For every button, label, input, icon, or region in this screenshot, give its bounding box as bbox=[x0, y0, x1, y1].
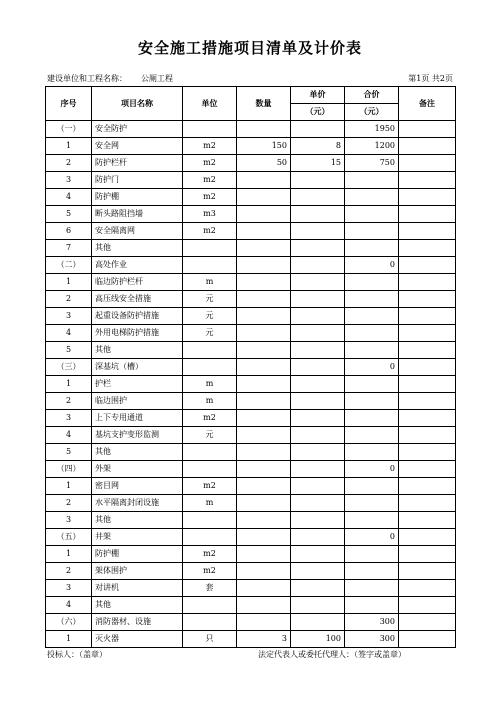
cell-item-name: 护栏 bbox=[92, 376, 183, 393]
cell-quantity bbox=[237, 342, 291, 359]
cell-remark bbox=[399, 240, 456, 257]
cell-quantity bbox=[237, 206, 291, 223]
cell-item-name: 对讲机 bbox=[92, 580, 183, 597]
cell-quantity bbox=[237, 257, 291, 274]
cell-total-price: 300 bbox=[345, 631, 399, 648]
header-qty: 数量 bbox=[237, 87, 291, 121]
cell-no: 5 bbox=[46, 206, 92, 223]
cell-unit-price bbox=[291, 444, 345, 461]
cell-unit: m2 bbox=[183, 138, 237, 155]
project-info bbox=[47, 73, 173, 84]
cell-total-price bbox=[345, 495, 399, 512]
cell-remark bbox=[399, 172, 456, 189]
cell-quantity bbox=[237, 359, 291, 376]
cell-unit: m2 bbox=[183, 546, 237, 563]
cell-total-price bbox=[345, 427, 399, 444]
cell-unit bbox=[183, 121, 237, 138]
cell-no: 4 bbox=[46, 189, 92, 206]
header-total-unit: （元） bbox=[345, 104, 399, 121]
cell-unit-price bbox=[291, 529, 345, 546]
cell-unit: m2 bbox=[183, 410, 237, 427]
cell-unit bbox=[183, 240, 237, 257]
cell-item-name: 井架 bbox=[92, 529, 183, 546]
cell-unit: m3 bbox=[183, 206, 237, 223]
table-row bbox=[46, 495, 456, 512]
table-row bbox=[46, 512, 456, 529]
cell-no: 3 bbox=[46, 172, 92, 189]
page-title: 安全施工措施项目清单及计价表 bbox=[137, 39, 362, 57]
cell-total-price bbox=[345, 376, 399, 393]
cell-total-price bbox=[345, 546, 399, 563]
cell-remark bbox=[399, 410, 456, 427]
table-row bbox=[46, 410, 456, 427]
cell-no: 2 bbox=[46, 155, 92, 172]
cell-quantity bbox=[237, 121, 291, 138]
cell-quantity bbox=[237, 546, 291, 563]
cell-total-price: 1950 bbox=[345, 121, 399, 138]
cell-unit-price bbox=[291, 478, 345, 495]
cell-item-name: 高压线安全措施 bbox=[92, 291, 183, 308]
cell-quantity bbox=[237, 478, 291, 495]
header-total: 合价 bbox=[345, 87, 399, 104]
cell-unit bbox=[183, 342, 237, 359]
cell-no: 2 bbox=[46, 563, 92, 580]
cell-unit bbox=[183, 359, 237, 376]
cell-total-price: 1200 bbox=[345, 138, 399, 155]
cell-no: （四） bbox=[46, 461, 92, 478]
cell-remark bbox=[399, 631, 456, 648]
cell-quantity bbox=[237, 580, 291, 597]
cell-quantity bbox=[237, 223, 291, 240]
cell-item-name: 安全隔离网 bbox=[92, 223, 183, 240]
header-name: 项目名称 bbox=[92, 87, 183, 121]
cell-unit: 元 bbox=[183, 427, 237, 444]
cell-quantity bbox=[237, 274, 291, 291]
cell-remark bbox=[399, 291, 456, 308]
cell-unit-price bbox=[291, 240, 345, 257]
cell-no: 7 bbox=[46, 240, 92, 257]
header-price: 单价 bbox=[291, 87, 345, 104]
cell-no: （二） bbox=[46, 257, 92, 274]
cell-unit-price bbox=[291, 359, 345, 376]
cell-unit-price bbox=[291, 512, 345, 529]
cell-unit: 元 bbox=[183, 325, 237, 342]
cell-total-price bbox=[345, 291, 399, 308]
cell-unit: m bbox=[183, 274, 237, 291]
table-row bbox=[46, 206, 456, 223]
table-row bbox=[46, 376, 456, 393]
cell-remark bbox=[399, 444, 456, 461]
construction-unit-label: 建设单位和工程名称： bbox=[47, 74, 127, 83]
representative-signature-label: 法定代表人或委托代理人：（签字或盖章） bbox=[258, 650, 406, 659]
cell-quantity bbox=[237, 614, 291, 631]
table-row bbox=[46, 291, 456, 308]
cell-unit-price: 100 bbox=[291, 631, 345, 648]
cell-quantity bbox=[237, 240, 291, 257]
cell-total-price bbox=[345, 308, 399, 325]
cell-remark bbox=[399, 546, 456, 563]
cell-no: 2 bbox=[46, 495, 92, 512]
cell-quantity bbox=[237, 410, 291, 427]
cell-unit-price bbox=[291, 189, 345, 206]
header-price-unit: （元） bbox=[291, 104, 345, 121]
cell-no: 1 bbox=[46, 631, 92, 648]
cell-no: 3 bbox=[46, 410, 92, 427]
cell-total-price bbox=[345, 274, 399, 291]
cell-no: 1 bbox=[46, 274, 92, 291]
cell-item-name: 临边围护 bbox=[92, 393, 183, 410]
cell-unit: m bbox=[183, 495, 237, 512]
cell-unit: m bbox=[183, 376, 237, 393]
cell-unit: 只 bbox=[183, 631, 237, 648]
cell-item-name: 上下专用通道 bbox=[92, 410, 183, 427]
project-name: 公厕工程 bbox=[141, 74, 173, 83]
table-row bbox=[46, 155, 456, 172]
table-row bbox=[46, 614, 456, 631]
cell-item-name: 安全防护 bbox=[92, 121, 183, 138]
cell-unit: m bbox=[183, 393, 237, 410]
cell-total-price bbox=[345, 444, 399, 461]
table-row bbox=[46, 138, 456, 155]
cell-unit bbox=[183, 529, 237, 546]
table-row bbox=[46, 189, 456, 206]
cell-quantity: 150 bbox=[237, 138, 291, 155]
header-unit: 单位 bbox=[183, 87, 237, 121]
cell-unit-price bbox=[291, 546, 345, 563]
cell-unit bbox=[183, 444, 237, 461]
cell-remark bbox=[399, 461, 456, 478]
cell-item-name: 外架 bbox=[92, 461, 183, 478]
cell-total-price: 750 bbox=[345, 155, 399, 172]
cell-quantity bbox=[237, 529, 291, 546]
cell-no: 3 bbox=[46, 512, 92, 529]
cell-total-price bbox=[345, 410, 399, 427]
cell-item-name: 防护门 bbox=[92, 172, 183, 189]
cell-no: （五） bbox=[46, 529, 92, 546]
cell-no: 4 bbox=[46, 427, 92, 444]
cell-unit-price bbox=[291, 257, 345, 274]
cell-total-price bbox=[345, 223, 399, 240]
cell-remark bbox=[399, 393, 456, 410]
cell-remark bbox=[399, 614, 456, 631]
cell-remark bbox=[399, 325, 456, 342]
cell-total-price bbox=[345, 580, 399, 597]
cell-remark bbox=[399, 274, 456, 291]
cell-quantity bbox=[237, 308, 291, 325]
cell-no: 3 bbox=[46, 580, 92, 597]
cell-no: （三） bbox=[46, 359, 92, 376]
cell-quantity bbox=[237, 563, 291, 580]
table-row bbox=[46, 257, 456, 274]
cell-total-price: 0 bbox=[345, 359, 399, 376]
cell-total-price bbox=[345, 240, 399, 257]
table-row bbox=[46, 240, 456, 257]
cell-unit-price bbox=[291, 580, 345, 597]
cell-remark bbox=[399, 308, 456, 325]
cell-remark bbox=[399, 427, 456, 444]
cell-item-name: 防护棚 bbox=[92, 189, 183, 206]
cell-item-name: 其他 bbox=[92, 597, 183, 614]
table-row bbox=[46, 325, 456, 342]
cell-total-price bbox=[345, 597, 399, 614]
cell-no: 4 bbox=[46, 597, 92, 614]
cell-unit-price bbox=[291, 410, 345, 427]
cell-item-name: 基坑支护变形监测 bbox=[92, 427, 183, 444]
cell-item-name: 安全网 bbox=[92, 138, 183, 155]
cell-unit-price: 8 bbox=[291, 138, 345, 155]
cell-no: 2 bbox=[46, 393, 92, 410]
cell-unit: 元 bbox=[183, 291, 237, 308]
cell-total-price: 300 bbox=[345, 614, 399, 631]
table-row bbox=[46, 359, 456, 376]
cell-unit-price bbox=[291, 427, 345, 444]
cell-total-price bbox=[345, 172, 399, 189]
cell-item-name: 水平隔离封闭设施 bbox=[92, 495, 183, 512]
cell-unit-price bbox=[291, 223, 345, 240]
cell-unit: m2 bbox=[183, 189, 237, 206]
bidder-seal-label: 投标人：（盖章） bbox=[47, 650, 107, 659]
cell-remark bbox=[399, 342, 456, 359]
cell-unit-price bbox=[291, 206, 345, 223]
cell-quantity bbox=[237, 597, 291, 614]
cell-item-name: 深基坑（槽） bbox=[92, 359, 183, 376]
header-remark: 备注 bbox=[399, 87, 456, 121]
cell-total-price: 0 bbox=[345, 461, 399, 478]
cell-unit-price bbox=[291, 291, 345, 308]
cell-item-name: 防护棚 bbox=[92, 546, 183, 563]
cell-unit-price bbox=[291, 614, 345, 631]
cell-unit bbox=[183, 257, 237, 274]
cell-unit: m2 bbox=[183, 478, 237, 495]
cell-quantity bbox=[237, 189, 291, 206]
cell-unit-price bbox=[291, 121, 345, 138]
table-row bbox=[46, 580, 456, 597]
cell-total-price bbox=[345, 206, 399, 223]
table-body bbox=[46, 121, 456, 648]
cell-remark bbox=[399, 155, 456, 172]
page-info: 第1页 共2页 bbox=[408, 74, 453, 83]
cell-quantity: 3 bbox=[237, 631, 291, 648]
cell-item-name: 架体围护 bbox=[92, 563, 183, 580]
table-row bbox=[46, 478, 456, 495]
cell-quantity bbox=[237, 495, 291, 512]
cell-total-price bbox=[345, 563, 399, 580]
cell-total-price: 0 bbox=[345, 529, 399, 546]
cell-total-price bbox=[345, 325, 399, 342]
cell-item-name: 起重设备防护措施 bbox=[92, 308, 183, 325]
cell-unit: 套 bbox=[183, 580, 237, 597]
cell-no: （一） bbox=[46, 121, 92, 138]
cell-item-name: 外用电梯防护措施 bbox=[92, 325, 183, 342]
cell-item-name: 其他 bbox=[92, 240, 183, 257]
table-row bbox=[46, 172, 456, 189]
cell-unit: m2 bbox=[183, 172, 237, 189]
cell-no: 1 bbox=[46, 478, 92, 495]
table-row bbox=[46, 393, 456, 410]
cell-quantity bbox=[237, 291, 291, 308]
cell-unit-price bbox=[291, 308, 345, 325]
table-row bbox=[46, 597, 456, 614]
cell-remark bbox=[399, 580, 456, 597]
cell-no: 5 bbox=[46, 444, 92, 461]
cell-remark bbox=[399, 359, 456, 376]
cell-no: 3 bbox=[46, 308, 92, 325]
cell-unit-price bbox=[291, 597, 345, 614]
cell-item-name: 灭火器 bbox=[92, 631, 183, 648]
cell-unit-price: 15 bbox=[291, 155, 345, 172]
cell-item-name: 防护栏杆 bbox=[92, 155, 183, 172]
cell-quantity bbox=[237, 325, 291, 342]
cell-item-name: 断头路阻挡墙 bbox=[92, 206, 183, 223]
cell-unit: m2 bbox=[183, 223, 237, 240]
cell-unit-price bbox=[291, 274, 345, 291]
cell-remark bbox=[399, 121, 456, 138]
table-row bbox=[46, 444, 456, 461]
cell-unit: m2 bbox=[183, 155, 237, 172]
cell-remark bbox=[399, 206, 456, 223]
cell-no: 1 bbox=[46, 546, 92, 563]
cell-item-name: 密目网 bbox=[92, 478, 183, 495]
cell-no: 6 bbox=[46, 223, 92, 240]
cell-unit-price bbox=[291, 461, 345, 478]
cell-no: 2 bbox=[46, 291, 92, 308]
header-no: 序号 bbox=[46, 87, 92, 121]
cell-no: （六） bbox=[46, 614, 92, 631]
cell-remark bbox=[399, 563, 456, 580]
table-row bbox=[46, 308, 456, 325]
cell-total-price bbox=[345, 189, 399, 206]
cell-item-name: 消防器材、设施 bbox=[92, 614, 183, 631]
table-row bbox=[46, 427, 456, 444]
cell-total-price bbox=[345, 342, 399, 359]
cell-quantity: 50 bbox=[237, 155, 291, 172]
cell-quantity bbox=[237, 427, 291, 444]
cell-remark bbox=[399, 597, 456, 614]
cell-unit bbox=[183, 461, 237, 478]
pricing-table bbox=[45, 86, 456, 648]
cell-item-name: 其他 bbox=[92, 342, 183, 359]
cell-unit: m2 bbox=[183, 563, 237, 580]
cell-remark bbox=[399, 529, 456, 546]
table-row bbox=[46, 546, 456, 563]
cell-item-name: 其他 bbox=[92, 444, 183, 461]
table-row bbox=[46, 461, 456, 478]
cell-quantity bbox=[237, 444, 291, 461]
cell-remark bbox=[399, 257, 456, 274]
cell-no: 1 bbox=[46, 376, 92, 393]
cell-unit-price bbox=[291, 172, 345, 189]
cell-quantity bbox=[237, 393, 291, 410]
cell-total-price bbox=[345, 478, 399, 495]
table-header bbox=[46, 87, 456, 121]
cell-unit: 元 bbox=[183, 308, 237, 325]
cell-unit-price bbox=[291, 495, 345, 512]
cell-quantity bbox=[237, 376, 291, 393]
cell-item-name: 其他 bbox=[92, 512, 183, 529]
cell-remark bbox=[399, 512, 456, 529]
cell-no: 5 bbox=[46, 342, 92, 359]
cell-remark bbox=[399, 376, 456, 393]
cell-unit bbox=[183, 512, 237, 529]
cell-unit bbox=[183, 597, 237, 614]
cell-unit-price bbox=[291, 393, 345, 410]
cell-unit-price bbox=[291, 325, 345, 342]
cell-total-price bbox=[345, 512, 399, 529]
table-row bbox=[46, 223, 456, 240]
table-row bbox=[46, 121, 456, 138]
cell-quantity bbox=[237, 461, 291, 478]
cell-remark bbox=[399, 138, 456, 155]
table-row bbox=[46, 274, 456, 291]
cell-remark bbox=[399, 478, 456, 495]
table-row bbox=[46, 563, 456, 580]
cell-no: 4 bbox=[46, 325, 92, 342]
cell-remark bbox=[399, 495, 456, 512]
cell-item-name: 高处作业 bbox=[92, 257, 183, 274]
cell-item-name: 临边防护栏杆 bbox=[92, 274, 183, 291]
cell-total-price bbox=[345, 393, 399, 410]
cell-remark bbox=[399, 223, 456, 240]
cell-remark bbox=[399, 189, 456, 206]
table-row bbox=[46, 631, 456, 648]
cell-unit-price bbox=[291, 563, 345, 580]
table-row bbox=[46, 342, 456, 359]
cell-quantity bbox=[237, 172, 291, 189]
cell-total-price: 0 bbox=[345, 257, 399, 274]
table-row bbox=[46, 529, 456, 546]
cell-unit bbox=[183, 614, 237, 631]
cell-no: 1 bbox=[46, 138, 92, 155]
cell-quantity bbox=[237, 512, 291, 529]
cell-unit-price bbox=[291, 342, 345, 359]
cell-unit-price bbox=[291, 376, 345, 393]
